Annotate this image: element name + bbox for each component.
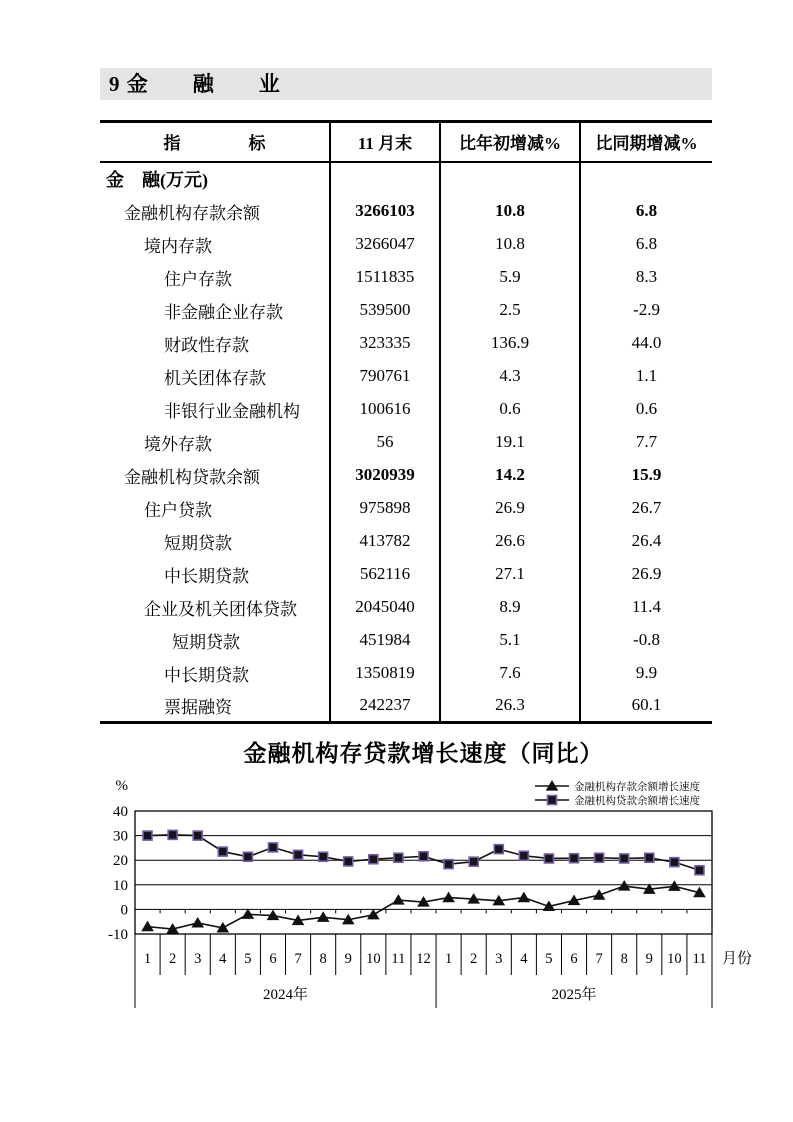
row-value-nov-end: 3266103 bbox=[330, 195, 440, 228]
y-axis-tick-label: 10 bbox=[113, 877, 128, 894]
row-value-nov-end bbox=[330, 162, 440, 195]
loan-series-point-marker bbox=[319, 852, 328, 861]
deposit-series-point-marker bbox=[142, 921, 153, 930]
table-row bbox=[100, 162, 712, 195]
row-value-ytd-change: 10.8 bbox=[440, 228, 580, 261]
row-value-yoy-change: 8.3 bbox=[580, 261, 712, 294]
row-value-ytd-change: 26.3 bbox=[440, 690, 580, 723]
month-tick-label: 5 bbox=[545, 951, 553, 967]
row-value-yoy-change: 26.9 bbox=[580, 558, 712, 591]
loan-series-point-marker bbox=[494, 845, 503, 854]
loan-series-point-marker bbox=[243, 852, 252, 861]
row-value-yoy-change: 7.7 bbox=[580, 426, 712, 459]
y-axis-tick-label: 30 bbox=[113, 828, 128, 845]
y-axis-tick-label: -10 bbox=[108, 927, 128, 943]
row-value-ytd-change: 5.1 bbox=[440, 624, 580, 657]
row-label: 住户贷款 bbox=[144, 500, 212, 520]
table-row bbox=[100, 261, 712, 294]
row-value-nov-end: 3020939 bbox=[330, 459, 440, 492]
table-row bbox=[100, 195, 712, 228]
table-row bbox=[100, 294, 712, 327]
month-tick-label: 12 bbox=[416, 951, 431, 967]
section-title: 9 金 融 业 bbox=[109, 72, 281, 96]
row-value-ytd-change: 26.9 bbox=[440, 492, 580, 525]
row-value-yoy-change: 26.4 bbox=[580, 525, 712, 558]
month-tick-label: 10 bbox=[667, 951, 682, 967]
row-label: 金 融(万元) bbox=[106, 169, 208, 190]
row-value-nov-end: 539500 bbox=[330, 294, 440, 327]
month-tick-label: 7 bbox=[294, 951, 302, 967]
row-value-yoy-change: -0.8 bbox=[580, 624, 712, 657]
month-tick-label: 3 bbox=[495, 951, 503, 967]
row-label: 财政性存款 bbox=[164, 335, 249, 355]
table-row bbox=[100, 360, 712, 393]
loan-series-point-marker bbox=[444, 860, 453, 869]
month-tick-label: 2 bbox=[470, 951, 478, 967]
indicators-table bbox=[100, 120, 712, 724]
row-value-nov-end: 1350819 bbox=[330, 657, 440, 690]
row-value-ytd-change: 136.9 bbox=[440, 327, 580, 360]
year-label: 2024年 bbox=[263, 987, 309, 1003]
loan-series-point-marker bbox=[193, 831, 202, 840]
loan-series-point-marker bbox=[670, 858, 679, 867]
loan-series-point-marker bbox=[419, 852, 428, 861]
chart-title: 金融机构存贷款增长速度（同比） bbox=[243, 741, 604, 766]
row-label: 境外存款 bbox=[144, 434, 212, 454]
row-label: 中长期贷款 bbox=[164, 665, 249, 685]
loan-series-point-marker bbox=[620, 854, 629, 863]
row-value-yoy-change: 0.6 bbox=[580, 393, 712, 426]
row-label: 金融机构存款余额 bbox=[124, 203, 260, 223]
month-tick-label: 8 bbox=[620, 951, 628, 967]
y-axis-tick-label: 0 bbox=[120, 902, 128, 919]
row-value-nov-end: 3266047 bbox=[330, 228, 440, 261]
col-header-yoy-change: 比同期增减% bbox=[580, 122, 712, 162]
table-header-row bbox=[100, 122, 712, 162]
loan-series-point-marker bbox=[218, 847, 227, 856]
row-label: 机关团体存款 bbox=[164, 368, 266, 388]
deposit-series-point-marker bbox=[393, 895, 404, 904]
table-row bbox=[100, 624, 712, 657]
table-row bbox=[100, 558, 712, 591]
row-value-ytd-change: 5.9 bbox=[440, 261, 580, 294]
row-value-ytd-change: 19.1 bbox=[440, 426, 580, 459]
row-value-ytd-change: 26.6 bbox=[440, 525, 580, 558]
row-value-nov-end: 562116 bbox=[330, 558, 440, 591]
row-value-yoy-change: 15.9 bbox=[580, 459, 712, 492]
loan-series-point-marker bbox=[369, 855, 378, 864]
growth-rate-chart bbox=[80, 776, 780, 1021]
row-value-ytd-change: 7.6 bbox=[440, 657, 580, 690]
row-value-yoy-change: 9.9 bbox=[580, 657, 712, 690]
row-label: 非金融企业存款 bbox=[164, 302, 283, 322]
row-label: 企业及机关团体贷款 bbox=[144, 599, 297, 619]
table-row bbox=[100, 657, 712, 690]
loan-series-point-marker bbox=[595, 853, 604, 862]
table-row bbox=[100, 591, 712, 624]
month-tick-label: 4 bbox=[520, 951, 528, 967]
loan-series-point-marker bbox=[294, 850, 303, 859]
loan-series-point-marker bbox=[695, 866, 704, 875]
month-tick-label: 2 bbox=[169, 951, 177, 967]
month-tick-label: 8 bbox=[319, 951, 327, 967]
row-value-yoy-change: 44.0 bbox=[580, 327, 712, 360]
y-axis-tick-label: 40 bbox=[113, 804, 128, 820]
row-label: 短期贷款 bbox=[164, 533, 232, 553]
loan-series-point-marker bbox=[519, 851, 528, 860]
month-tick-label: 9 bbox=[645, 951, 653, 967]
legend-label: 金融机构存款余额增长速度 bbox=[574, 782, 700, 793]
row-value-nov-end: 975898 bbox=[330, 492, 440, 525]
row-label: 短期贷款 bbox=[172, 632, 240, 652]
row-label: 中长期贷款 bbox=[164, 566, 249, 586]
table-row bbox=[100, 228, 712, 261]
row-value-ytd-change: 0.6 bbox=[440, 393, 580, 426]
col-header-ytd-change: 比年初增减% bbox=[440, 122, 580, 162]
row-label: 金融机构贷款余额 bbox=[124, 467, 260, 487]
row-value-nov-end: 242237 bbox=[330, 690, 440, 723]
loan-series-point-marker bbox=[544, 854, 553, 863]
col-header-indicator: 指 标 bbox=[100, 122, 330, 162]
x-axis-label: 月份 bbox=[722, 951, 753, 967]
row-value-yoy-change: 6.8 bbox=[580, 228, 712, 261]
plot-frame bbox=[135, 811, 712, 934]
row-label: 票据融资 bbox=[164, 697, 232, 717]
row-value-yoy-change: -2.9 bbox=[580, 294, 712, 327]
y-axis-tick-label: 20 bbox=[113, 853, 128, 870]
loan-series-point-marker bbox=[143, 831, 152, 840]
deposit-series-point-marker bbox=[192, 918, 203, 927]
row-value-ytd-change: 2.5 bbox=[440, 294, 580, 327]
loan-series-point-marker bbox=[344, 857, 353, 866]
month-tick-label: 4 bbox=[219, 951, 227, 967]
deposit-series-point-marker bbox=[669, 881, 680, 890]
month-tick-label: 5 bbox=[244, 951, 252, 967]
month-tick-label: 1 bbox=[143, 951, 152, 967]
y-axis-unit-label: % bbox=[115, 778, 128, 794]
row-value-nov-end: 1511835 bbox=[330, 261, 440, 294]
legend-label: 金融机构贷款余额增长速度 bbox=[574, 796, 700, 807]
month-tick-label: 11 bbox=[391, 951, 406, 967]
month-tick-label: 10 bbox=[366, 951, 381, 967]
row-value-yoy-change: 6.8 bbox=[580, 195, 712, 228]
month-tick-label: 6 bbox=[269, 951, 277, 967]
section-header-band bbox=[100, 68, 712, 100]
row-value-ytd-change: 8.9 bbox=[440, 591, 580, 624]
month-tick-label: 9 bbox=[344, 951, 352, 967]
row-value-yoy-change: 60.1 bbox=[580, 690, 712, 723]
table-row bbox=[100, 426, 712, 459]
deposit-series-point-marker bbox=[368, 910, 379, 919]
row-value-nov-end: 100616 bbox=[330, 393, 440, 426]
deposit-series-point-marker bbox=[619, 881, 630, 890]
row-value-ytd-change: 27.1 bbox=[440, 558, 580, 591]
row-value-ytd-change: 14.2 bbox=[440, 459, 580, 492]
year-label: 2025年 bbox=[551, 987, 597, 1003]
row-value-ytd-change bbox=[440, 162, 580, 195]
table-row bbox=[100, 327, 712, 360]
row-value-nov-end: 413782 bbox=[330, 525, 440, 558]
row-value-yoy-change bbox=[580, 162, 712, 195]
loan-series-point-marker bbox=[394, 853, 403, 862]
month-tick-label: 6 bbox=[570, 951, 578, 967]
col-header-nov-end: 11 月末 bbox=[330, 122, 440, 162]
deposit-series-line bbox=[148, 886, 700, 929]
month-tick-label: 1 bbox=[444, 951, 453, 967]
table-row bbox=[100, 492, 712, 525]
loan-series-point-marker bbox=[168, 830, 177, 839]
deposit-series-point-marker bbox=[594, 890, 605, 899]
row-value-yoy-change: 26.7 bbox=[580, 492, 712, 525]
deposit-series-point-marker bbox=[318, 912, 329, 921]
row-label: 境内存款 bbox=[144, 236, 212, 256]
loan-series-point-marker bbox=[645, 853, 654, 862]
row-value-nov-end: 56 bbox=[330, 426, 440, 459]
loan-series-point-marker bbox=[570, 854, 579, 863]
month-tick-label: 3 bbox=[194, 951, 202, 967]
loan-series-point-marker bbox=[469, 857, 478, 866]
table-row bbox=[100, 393, 712, 426]
row-value-yoy-change: 11.4 bbox=[580, 591, 712, 624]
table-row bbox=[100, 459, 712, 492]
row-label: 非银行业金融机构 bbox=[164, 401, 300, 421]
table-row bbox=[100, 525, 712, 558]
deposit-series-point-marker bbox=[518, 892, 529, 901]
month-tick-label: 11 bbox=[692, 951, 707, 967]
row-label: 住户存款 bbox=[164, 269, 232, 289]
row-value-nov-end: 451984 bbox=[330, 624, 440, 657]
row-value-nov-end: 2045040 bbox=[330, 591, 440, 624]
row-value-yoy-change: 1.1 bbox=[580, 360, 712, 393]
loan-series-point-marker bbox=[548, 796, 557, 805]
row-value-ytd-change: 10.8 bbox=[440, 195, 580, 228]
row-value-nov-end: 323335 bbox=[330, 327, 440, 360]
loan-series-point-marker bbox=[268, 843, 277, 852]
month-tick-label: 7 bbox=[595, 951, 603, 967]
table-row bbox=[100, 690, 712, 723]
row-value-nov-end: 790761 bbox=[330, 360, 440, 393]
row-value-ytd-change: 4.3 bbox=[440, 360, 580, 393]
